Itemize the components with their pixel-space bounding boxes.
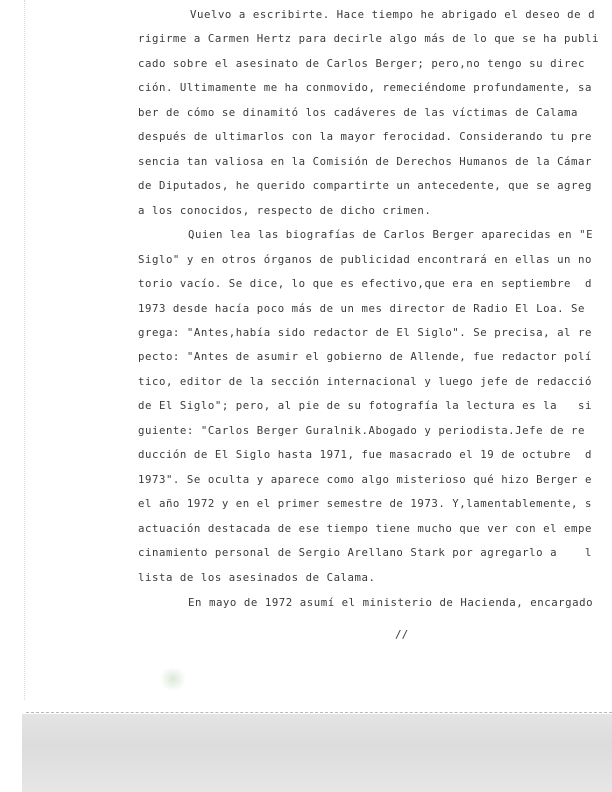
text-line: Siglo" y en otros órganos de publicidad encontrará en ellas un no [138, 253, 592, 266]
text-line: Vuelvo a escribirte. Hace tiempo he abrigado el deseo de d [190, 8, 596, 21]
text-line: En mayo de 1972 asumí el ministerio de Hacienda, encargado [188, 596, 594, 609]
text-line: Quien lea las biografías de Carlos Berger aparecidas en "E [188, 228, 594, 241]
text-line: sencia tan valiosa en la Comisión de Derechos Humanos de la Cámar [138, 155, 592, 168]
text-line: a los conocidos, respecto de dicho crimen. [138, 204, 432, 217]
paper-bottom-edge [26, 712, 612, 713]
text-line: lista de los asesinados de Calama. [138, 571, 376, 584]
text-line: 1973 desde hacía poco más de un mes director de Radio El Loa. Se [138, 302, 586, 315]
scan-left-edge [24, 0, 27, 700]
text-line: grega: "Antes,había sido redactor de El Siglo". Se precisa, al re [138, 326, 592, 339]
text-line: ducción de El Siglo hasta 1971, fue masacrado el 19 de octubre d [138, 448, 592, 461]
text-line: rigirme a Carmen Hertz para decirle algo más de lo que se ha publi [138, 32, 599, 45]
text-line: de El Siglo"; pero, al pie de su fotografía la lectura es la si [138, 399, 592, 412]
scan-bottom-shadow [22, 714, 612, 792]
text-line: tico, editor de la sección internacional y luego jefe de redacció [138, 375, 592, 388]
text-line: ber de cómo se dinamitó los cadáveres de las víctimas de Calama [138, 106, 579, 119]
text-line: después de ultimarlos con la mayor ferocidad. Considerando tu pre [138, 130, 592, 143]
text-line: torio vacío. Se dice, lo que es efectivo,que era en septiembre d [138, 277, 592, 290]
text-line: pecto: "Antes de asumir el gobierno de Allende, fue redactor polí [138, 350, 592, 363]
text-line: ción. Ultimamente me ha conmovido, remeciéndome profundamente, sa [138, 81, 592, 94]
text-line: cinamiento personal de Sergio Arellano Stark por agregarlo a l [138, 546, 592, 559]
text-line: actuación destacada de ese tiempo tiene mucho que ver con el empe [138, 522, 592, 535]
paper-stain [158, 668, 188, 690]
text-line: de Diputados, he querido compartirte un antecedente, que se agreg [138, 179, 592, 192]
text-line: cado sobre el asesinato de Carlos Berger; pero,no tengo su direc [138, 57, 586, 70]
text-line: el año 1972 y en el primer semestre de 1973. Y,lamentablemente, s [138, 497, 592, 510]
page-continuation-mark: // [395, 628, 409, 641]
text-line: 1973". Se oculta y aparece como algo misterioso qué hizo Berger e [138, 473, 592, 486]
text-line: guiente: "Carlos Berger Guralnik.Abogado y periodista.Jefe de re [138, 424, 586, 437]
